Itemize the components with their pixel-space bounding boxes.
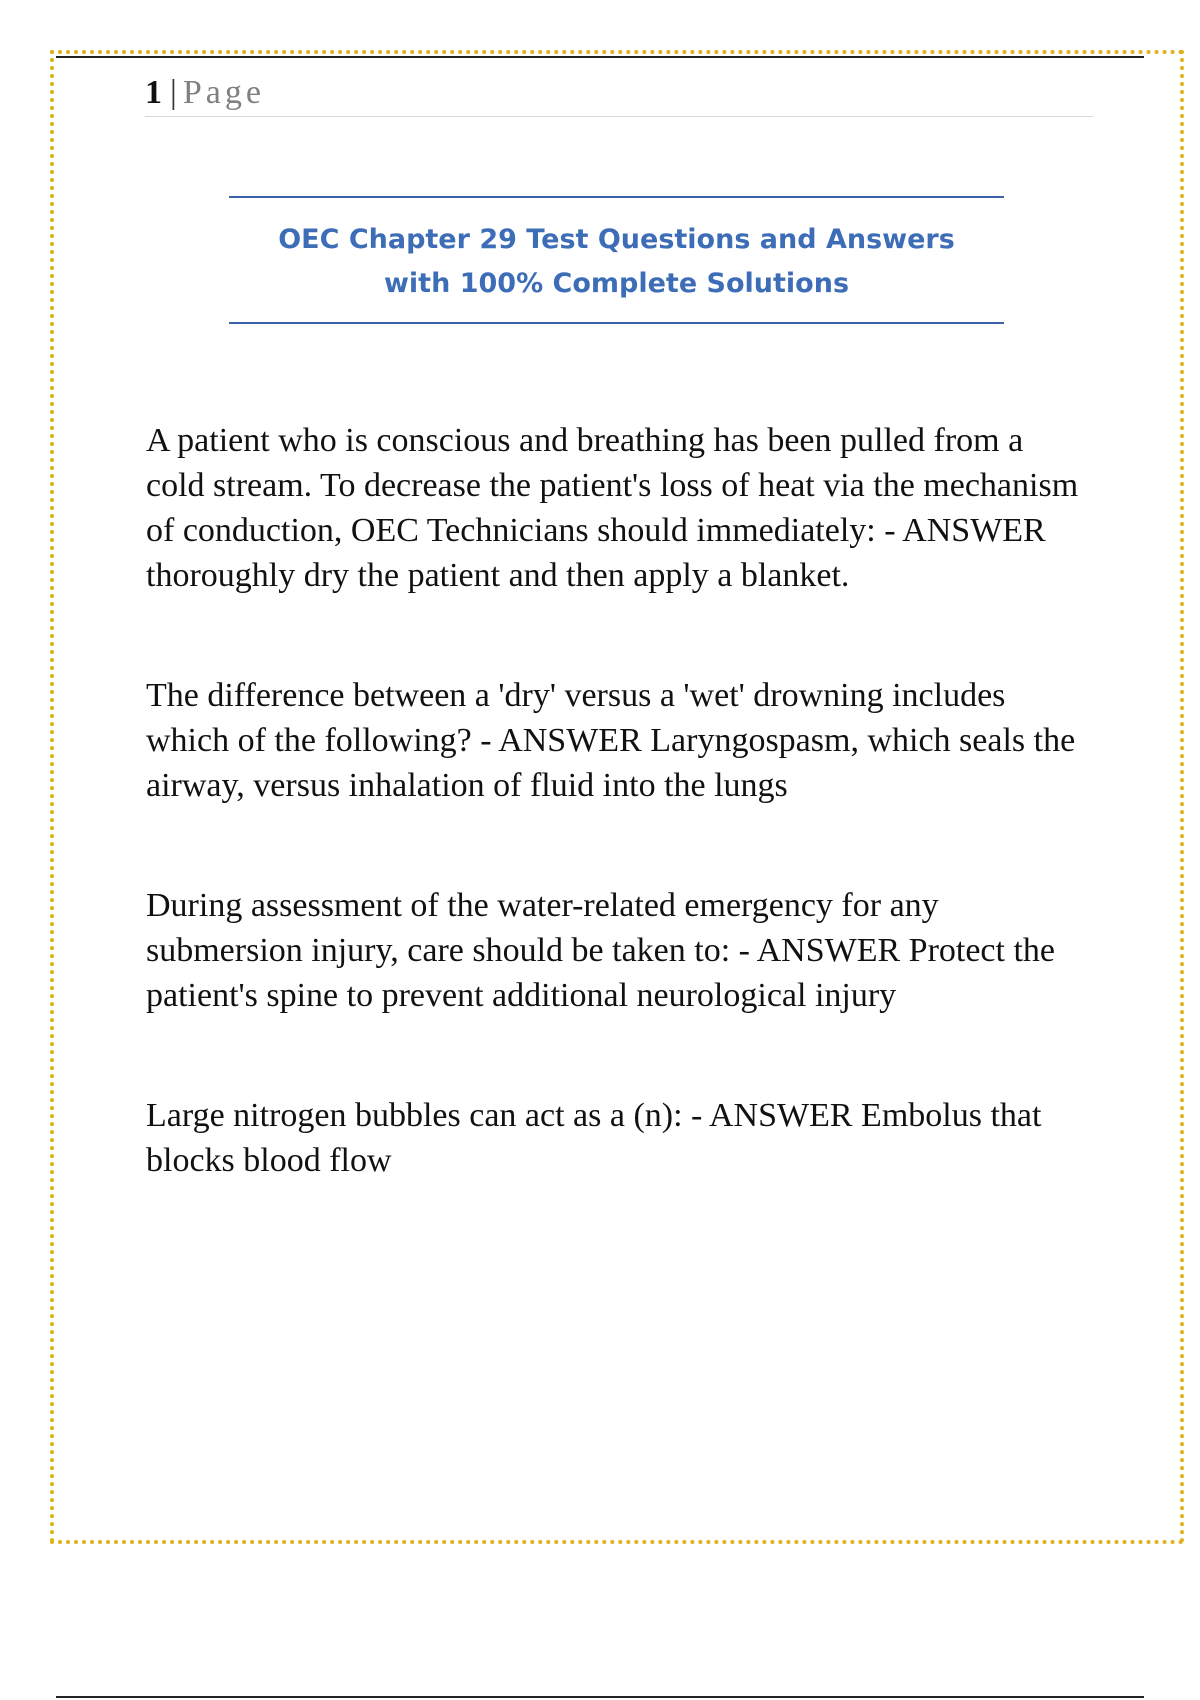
page-number: 1 [145, 74, 162, 111]
qa-item: Large nitrogen bubbles can act as a (n): - ANSWER Embolus that blocks blood flow [146, 1097, 1042, 1179]
document-title [229, 196, 1004, 324]
title-line-1: OEC Chapter 29 Test Questions and Answers [278, 224, 955, 255]
page-label: Page [182, 74, 265, 111]
bottom-rule [56, 1696, 1144, 1698]
qa-item: During assessment of the water-related emergency for any submersion injury, care should be taken to: - ANSWER Protect the patient's spine to prevent additional neurological injury [146, 887, 1056, 1014]
qa-item: A patient who is conscious and breathing has been pulled from a cold stream. To decrease the patient's loss of heat via the mechanism of conduction, OEC Technicians should immediately: - ANSWER thoroughly dry the patient and then apply a blanket. [146, 422, 1079, 594]
page-header [145, 70, 1093, 117]
page-separator: | [170, 74, 177, 111]
top-rule [56, 56, 1144, 58]
qa-item: The difference between a 'dry' versus a 'wet' drowning includes which of the following? - ANSWER Laryngospasm, which seals the airway, versus inhalation of fluid into the lungs [146, 677, 1076, 804]
title-line-2: with 100% Complete Solutions [383, 268, 850, 299]
qa-list [146, 418, 1086, 1258]
